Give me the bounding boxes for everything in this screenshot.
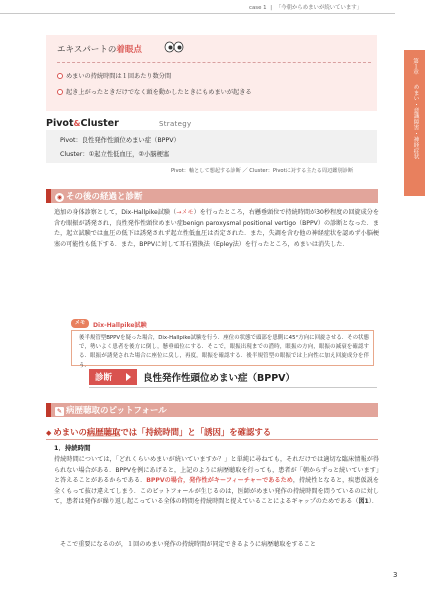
side-tab-chapter: 第１章: [412, 57, 418, 75]
section-heading-text: [55, 190, 143, 202]
bullet-circle-icon: [57, 73, 63, 79]
sub-heading-duration: 1．持続時間: [54, 444, 91, 452]
course-text-2: ）を行ったところ，右懸垂頭位で持続時間が30秒程度の回旋成分を含む眼振が誘発され，良性発作性頭位めまい症benign paroxysmal positional vertigo（BPPV）の診断となった．また，起立試験では血圧の低下は誘発されず起立性低血圧は否定された．また，失調を含む他の神経症状を認めず小脳梗塞の可能性も低下する．また，BPPVに対して耳石置換法（Epley法）を行ったところ，めまいは消失した．: [54, 209, 379, 248]
bullet-circle-icon: [57, 89, 63, 95]
section-heading-course: [46, 189, 378, 203]
memo-text: 後半規管型BPPVを疑った場合，Dix-Hallpike試験を行う．座位の状態で頭部を患側に45°方向に回旋させる．その状態で，勢いよく患者を後方に倒し，懸垂頭位にする．そこで，眼振出現までの潜時，眼振の方向，眼振の減衰を確認する．眼振が誘発された場合に座位に戻し，再度，眼振を確認する．後半規管型の眼振では上向性に加え回旋成分を伴う．: [79, 335, 369, 369]
memo-box: [71, 330, 374, 369]
diagnosis-chip: [89, 369, 137, 385]
running-header: [249, 3, 362, 11]
expert-title-em: 着眼点: [116, 45, 142, 55]
pivot-line: Pivot：良性発作性頭位めまい症（BPPV）: [60, 137, 180, 144]
pitfall-question: [46, 426, 271, 438]
section-mark: [46, 189, 51, 203]
section-title: その後の経過と診断: [66, 192, 143, 202]
section-heading-pitfall: [46, 403, 378, 417]
course-text-1: 追加の身体診察として，Dix-Hallpike試験（: [54, 209, 177, 216]
diagnosis-value: 良性発作性頭位めまい症（BPPV）: [143, 373, 296, 384]
pitfall-rule: [46, 439, 378, 440]
memo-title: Dix-Hallpike試験: [93, 322, 147, 329]
expert-title-prefix: エキスパートの: [57, 45, 117, 55]
eyes-icon: [164, 41, 184, 53]
pitfall-text-c: ）．: [368, 498, 378, 506]
expert-title: [57, 43, 142, 55]
section-heading-text: [55, 404, 167, 416]
diagnosis-label: 診断: [95, 373, 113, 383]
expert-point-text: 起き上がったときだけでなく頭を動かしたときにもめまいが起きる: [66, 89, 252, 96]
case-label: case 1: [249, 5, 267, 11]
page-number: 3: [393, 571, 398, 579]
pitfall-paragraph-2: [54, 540, 379, 551]
section-mark: [46, 403, 51, 417]
expert-point-box: [46, 35, 377, 111]
case-title: 「今朝からめまいが続いています」: [275, 5, 363, 11]
section-title: 病歴聴取のピットフォール: [66, 406, 167, 416]
pitfall-text-b: ，持続性となると，疾患仮説を全くもって抜け違えてしまう．このピットフォールが生じるのは，医師がめまい発作の持続時間を問うているのに対して，患者は発作が繰り返し起こっている全体の時間を持続時間と捉えていることによるギャップのためである（: [54, 477, 379, 506]
memo-reference-link[interactable]: →メモ: [176, 209, 194, 216]
cluster-word: Cluster: [80, 118, 119, 129]
arrow-right-icon: [126, 373, 131, 381]
header-rule: [0, 13, 395, 14]
cluster-line: Cluster：①起立性低血圧，②小脳梗塞: [60, 151, 170, 158]
figure-reference[interactable]: 図1: [358, 498, 369, 506]
pitfall-text-a: 持続時間については，「どれくらいめまいが続いていますか？」と単純に尋ねても，それだけでは適切な臨床情報が得られない場合がある．BPPVを例にあげると，上記のように病歴聴取を行っても，患者が「朝からずっと続いています」と答えることがあるからである．: [54, 456, 379, 485]
expert-divider: [57, 62, 371, 63]
pitfall-q-pre: めまいの: [53, 427, 87, 437]
pitfall-text-d: そこで重要になるのが，１回のめまい発作の持続時間が同定できるように病歴聴取をすること: [60, 541, 316, 548]
pitfall-text-emphasis: BPPVの場合，発作性がキーフィーチャーであるため: [146, 477, 293, 485]
strategy-subtitle: Strategy: [159, 120, 192, 128]
diagnosis-rule: [89, 387, 377, 388]
pivot-word: Pivot: [46, 118, 74, 129]
pivot-cluster-banner: [46, 118, 377, 130]
header-separator: |: [270, 5, 273, 11]
memo-badge: メモ: [71, 319, 89, 328]
side-tab-label: めまい・意識障害・神経症状: [412, 84, 418, 160]
pitfall-paragraph: [54, 455, 379, 508]
expert-point-item: [57, 87, 252, 96]
stethoscope-icon: ◉: [56, 193, 63, 201]
course-paragraph: [54, 208, 379, 250]
pitfall-q-highlight: 病歴聴取: [86, 427, 121, 437]
chat-icon: ✎: [56, 407, 63, 415]
chapter-side-tab: [404, 50, 425, 196]
expert-point-item: [57, 71, 171, 80]
expert-point-text: めまいの持続時間は１回あたり数分間: [66, 73, 172, 80]
pivot-caption: Pivot：軸として想起する診断 ／ Cluster：Pivotに対する主たる周辺鑑別診断: [171, 168, 354, 174]
pivot-cluster-title: [46, 118, 119, 129]
ampersand: &: [73, 119, 81, 128]
pivot-cluster-box: [46, 130, 377, 163]
pitfall-q-rest: では「持続時間」と「誘因」を確認する: [120, 427, 272, 437]
diamond-icon: ◆: [46, 429, 52, 437]
